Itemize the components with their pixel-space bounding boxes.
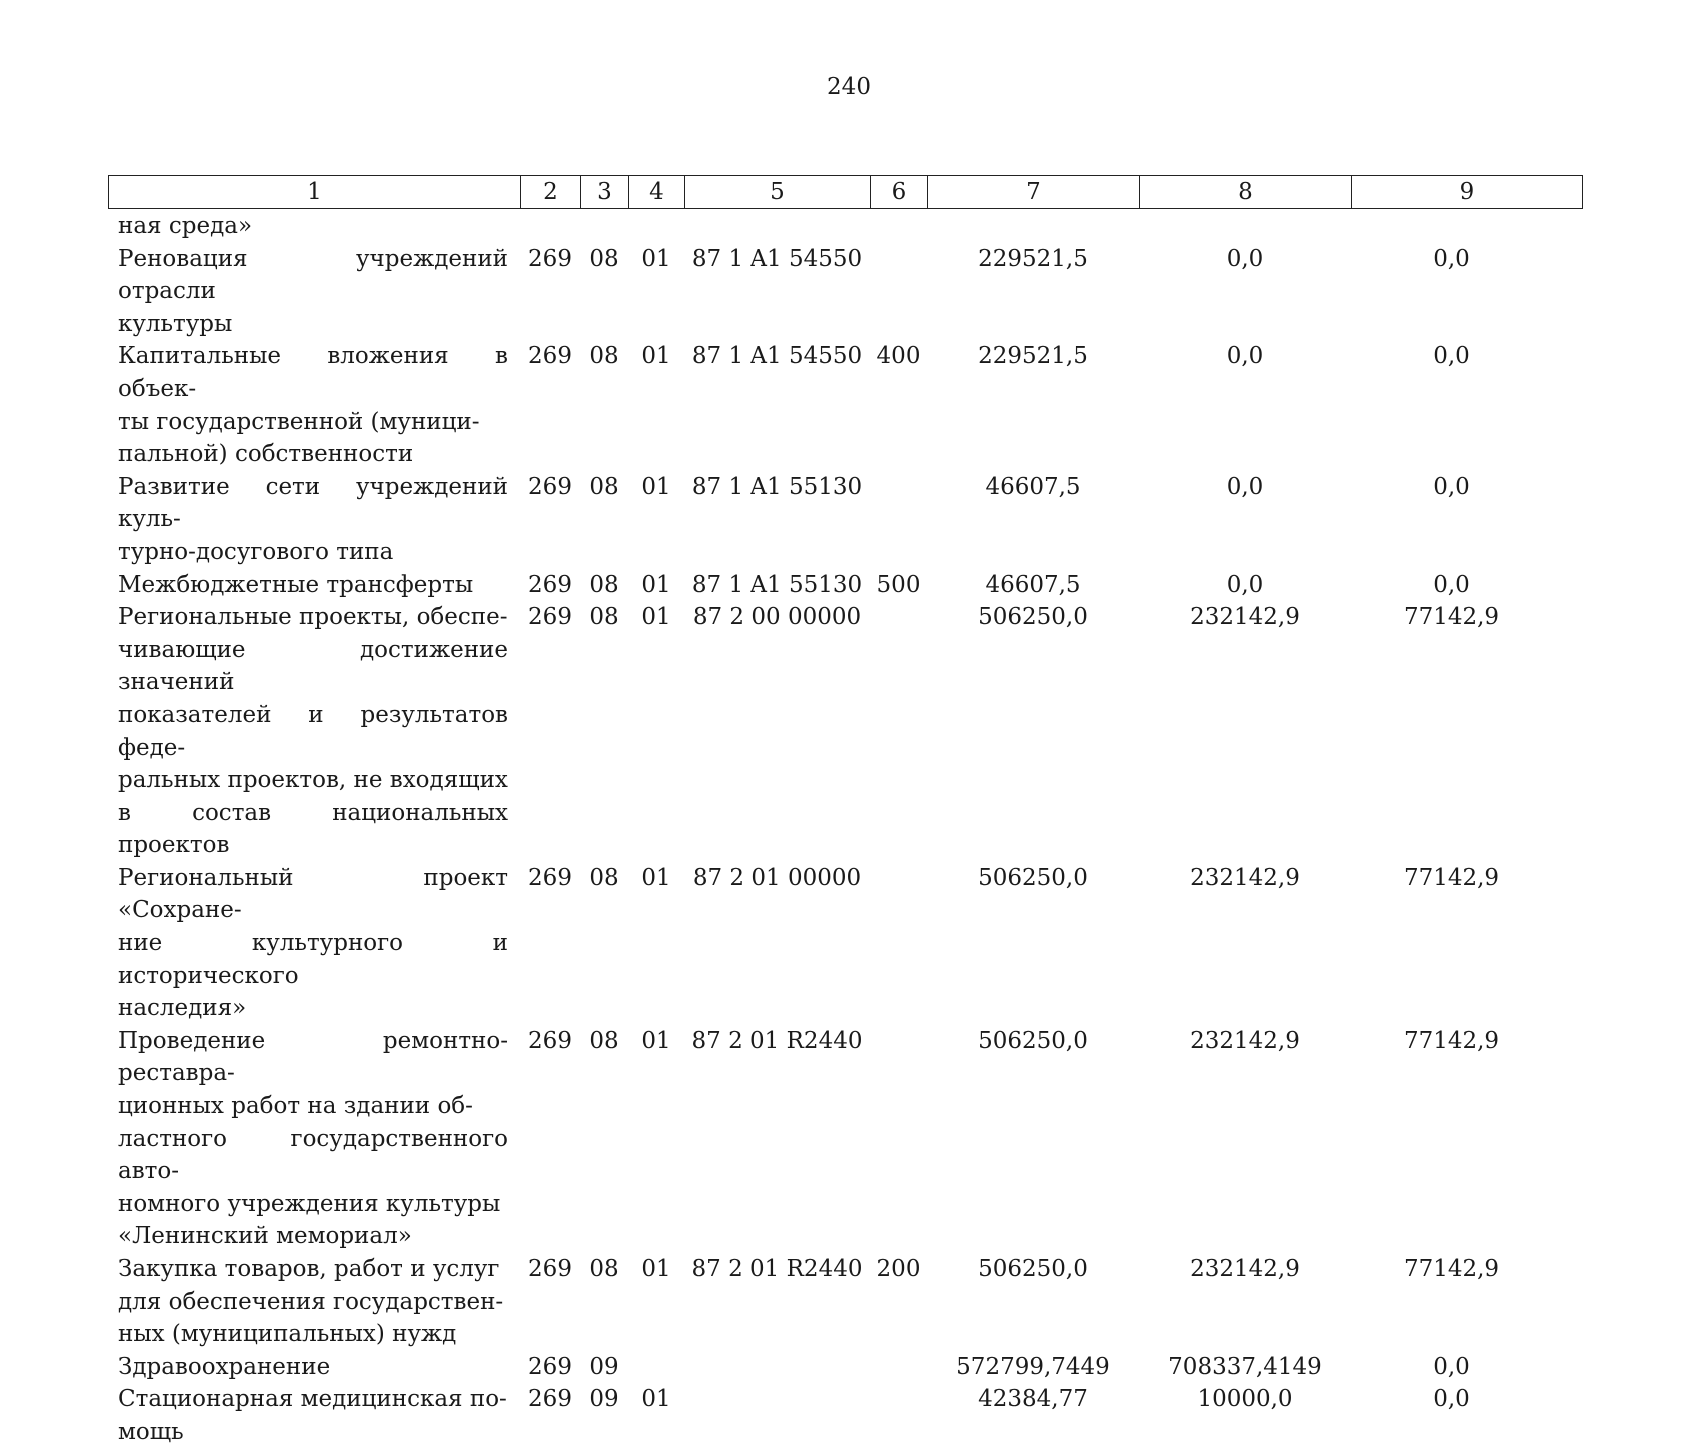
- amount-year-1: 572799,7449: [956, 1353, 1110, 1380]
- table-row: [108, 1351, 1582, 1384]
- description-line: Реновация учреждений отрасли: [118, 245, 508, 305]
- target-article-code: 87 2 01 00000: [692, 864, 862, 891]
- subsection-code: 01: [641, 604, 671, 631]
- target-article-code: 87 2 01 R2440: [691, 1256, 863, 1282]
- expense-type-code: 400: [876, 343, 921, 370]
- description-line: ционных работ на здании об-: [118, 1093, 473, 1120]
- description-line: Закупка товаров, работ и услуг: [118, 1256, 500, 1282]
- description-line: ная среда»: [118, 213, 253, 239]
- amount-year-1: 506250,0: [978, 1027, 1088, 1054]
- table-row: [108, 569, 1582, 602]
- table-row: [108, 1383, 1582, 1448]
- subsection-code: 01: [641, 571, 671, 598]
- amount-year-3: 0,0: [1433, 571, 1470, 598]
- description-line: ты государственной (муници-: [118, 408, 480, 435]
- page-number: 240: [827, 74, 871, 100]
- amount-year-3: 77142,9: [1403, 1256, 1500, 1282]
- description-line: культуры: [118, 310, 233, 337]
- section-code: 08: [589, 571, 619, 598]
- column-header-7: 7: [928, 176, 1140, 209]
- target-article-code: 87 1 A1 54550: [691, 343, 863, 370]
- row-description: [108, 1351, 520, 1384]
- description-line: ных (муниципальных) нужд: [118, 1321, 457, 1348]
- section-code: 09: [589, 1353, 619, 1380]
- section-code: 08: [589, 473, 619, 500]
- amount-year-1: 506250,0: [978, 864, 1088, 891]
- description-line: номного учреждения культуры: [118, 1190, 501, 1217]
- section-code: 09: [589, 1386, 619, 1413]
- ministry-code: 269: [528, 1027, 572, 1054]
- column-header-3: 3: [581, 176, 629, 209]
- table-row: [108, 1253, 1582, 1351]
- ministry-code: 269: [528, 343, 572, 370]
- ministry-code: 269: [528, 1353, 572, 1380]
- section-code: 08: [589, 1256, 619, 1282]
- amount-year-1: 46607,5: [985, 473, 1081, 500]
- amount-year-3: 0,0: [1433, 1386, 1470, 1413]
- description-line: мощь: [118, 1418, 184, 1445]
- ministry-code: 269: [528, 245, 572, 272]
- description-line: Развитие сети учреждений куль-: [118, 473, 508, 533]
- subsection-code: 01: [641, 864, 671, 891]
- amount-year-2: 232142,9: [1190, 864, 1300, 891]
- description-line: ральных проектов, не входящих: [118, 767, 508, 794]
- column-header-1: 1: [109, 176, 521, 209]
- subsection-code: 01: [641, 1256, 671, 1282]
- amount-year-2: 10000,0: [1197, 1386, 1293, 1413]
- row-description: [108, 601, 520, 862]
- table-row: [108, 601, 1582, 862]
- amount-year-1: 506250,0: [978, 1256, 1088, 1282]
- subsection-code: 01: [641, 343, 671, 370]
- amount-year-1: 506250,0: [978, 604, 1088, 631]
- expense-type-code: 500: [876, 571, 921, 598]
- table-row: [108, 243, 1582, 341]
- amount-year-2: 0,0: [1226, 245, 1264, 272]
- description-line: наследия»: [118, 995, 247, 1022]
- subsection-code: 01: [641, 473, 671, 500]
- ministry-code: 269: [528, 571, 572, 598]
- row-description: [108, 1025, 520, 1253]
- table-row: [108, 340, 1582, 470]
- table-row: [108, 862, 1582, 1025]
- row-description: [108, 340, 520, 470]
- description-line: для обеспечения государствен-: [118, 1288, 504, 1315]
- target-article-code: 87 1 A1 55130: [691, 571, 863, 598]
- amount-year-1: 229521,5: [978, 343, 1088, 370]
- description-line: Межбюджетные трансферты: [118, 571, 474, 598]
- description-line: Здравоохранение: [118, 1353, 331, 1380]
- description-line: чивающие достижение значений: [118, 636, 508, 696]
- target-article-code: 87 1 A1 55130: [691, 473, 863, 500]
- section-code: 08: [589, 245, 619, 272]
- amount-year-3: 77142,9: [1403, 864, 1500, 891]
- row-description: [108, 243, 520, 341]
- column-header-6: 6: [871, 176, 928, 209]
- row-description: [108, 471, 520, 569]
- column-header-2: 2: [521, 176, 581, 209]
- column-header-table: [108, 175, 1583, 209]
- amount-year-3: 77142,9: [1403, 604, 1500, 631]
- description-line: Капитальные вложения в объек-: [118, 343, 508, 402]
- section-code: 08: [589, 343, 619, 370]
- description-line: «Ленинский мемориал»: [118, 1223, 412, 1250]
- amount-year-3: 0,0: [1433, 473, 1470, 500]
- amount-year-1: 42384,77: [978, 1386, 1088, 1413]
- description-line: турно-досугового типа: [118, 538, 394, 565]
- ministry-code: 269: [528, 1256, 572, 1282]
- section-code: 08: [589, 864, 619, 891]
- ministry-code: 269: [528, 473, 572, 500]
- row-description: [108, 1383, 520, 1448]
- row-description: [108, 1253, 520, 1351]
- description-line: Региональные проекты, обеспе-: [118, 604, 508, 631]
- amount-year-1: 229521,5: [978, 245, 1088, 272]
- target-article-code: 87 1 A1 54550: [691, 245, 863, 272]
- table-row: [108, 471, 1582, 569]
- row-description: [108, 862, 520, 1025]
- amount-year-2: 708337,4149: [1168, 1353, 1322, 1380]
- target-article-code: 87 2 01 R2440: [691, 1027, 863, 1054]
- amount-year-2: 232142,9: [1190, 1256, 1300, 1282]
- subsection-code: 01: [641, 1386, 671, 1413]
- row-description: [108, 569, 520, 602]
- amount-year-2: 0,0: [1226, 473, 1264, 500]
- amount-year-3: 0,0: [1433, 343, 1470, 370]
- section-code: 08: [589, 1027, 619, 1054]
- ministry-code: 269: [528, 604, 572, 631]
- target-article-code: 87 2 00 00000: [692, 604, 862, 631]
- table-row: [108, 210, 1582, 243]
- column-header-8: 8: [1140, 176, 1352, 209]
- amount-year-2: 232142,9: [1190, 1027, 1300, 1054]
- column-header-row: [109, 176, 1583, 209]
- row-description: [108, 210, 520, 243]
- subsection-code: 01: [641, 1027, 671, 1054]
- amount-year-2: 232142,9: [1190, 604, 1300, 631]
- column-header-5: 5: [685, 176, 871, 209]
- ministry-code: 269: [528, 1386, 572, 1413]
- amount-year-3: 77142,9: [1403, 1027, 1500, 1054]
- amount-year-3: 0,0: [1433, 1353, 1470, 1380]
- amount-year-1: 46607,5: [985, 571, 1081, 598]
- description-line: Региональный проект «Сохране-: [118, 864, 508, 924]
- description-line: в состав национальных проектов: [118, 799, 508, 859]
- section-code: 08: [589, 604, 619, 631]
- budget-table-body: [108, 210, 1582, 1449]
- ministry-code: 269: [528, 864, 572, 891]
- column-header-9: 9: [1352, 176, 1583, 209]
- amount-year-3: 0,0: [1433, 245, 1470, 272]
- description-line: Проведение ремонтно-реставра-: [118, 1027, 508, 1087]
- description-line: ние культурного и исторического: [118, 930, 508, 989]
- description-line: пальной) собственности: [118, 441, 414, 468]
- amount-year-2: 0,0: [1226, 343, 1264, 370]
- amount-year-2: 0,0: [1226, 571, 1264, 598]
- expense-type-code: 200: [876, 1256, 921, 1282]
- description-line: ластного государственного авто-: [118, 1125, 508, 1185]
- subsection-code: 01: [641, 245, 671, 272]
- table-row: [108, 1025, 1582, 1253]
- description-line: показателей и результатов феде-: [118, 701, 508, 761]
- column-header-4: 4: [629, 176, 685, 209]
- description-line: Стационарная медицинская по-: [118, 1386, 507, 1413]
